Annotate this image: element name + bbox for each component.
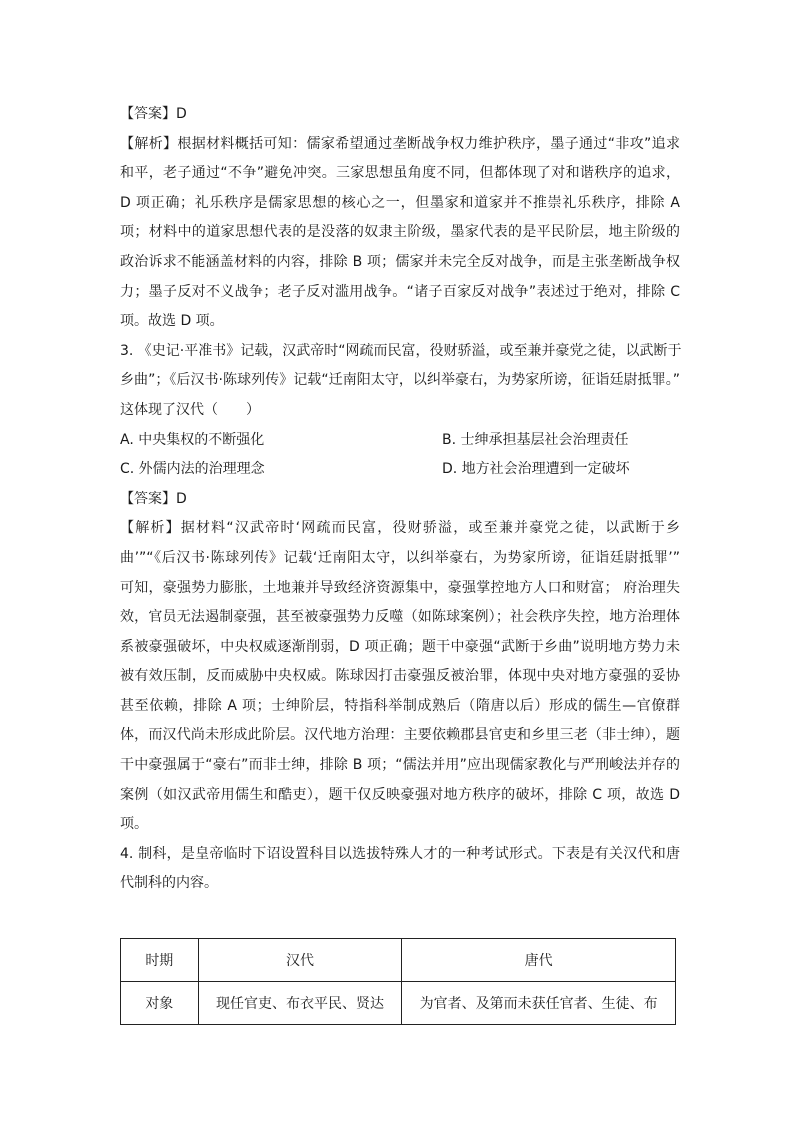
q2-analysis-line: 项。故选 D 项。 [120, 313, 224, 330]
q3-analysis-line: 效，官员无法遏制豪强，甚至被豪强势力反噬（如陈球案例）；社会秩序失控，地方治理体 [120, 609, 680, 626]
q3-analysis-line: 曲’”“《后汉书·陈球列传》记载‘迁南阳太守，以纠举豪右，为势家所谤，征诣廷尉抵罪’” [120, 549, 680, 566]
table-header-cell: 时期 [121, 939, 199, 982]
q3-analysis-line: 【解析】据材料“汉武帝时‘网疏而民富，役财骄溢，或至兼并豪党之徒，以武断于乡 [120, 520, 680, 537]
table-cell: 现任官吏、布衣平民、贤达 [198, 982, 402, 1025]
zhike-comparison-table [120, 938, 676, 1025]
table-header-cell: 汉代 [198, 939, 402, 982]
q3-analysis-line: 系被豪强破坏，中央权威逐渐削弱，D 项正确；题干中豪强“武断于乡曲”说明地方势力未 [120, 638, 680, 655]
q4-stem-line: 代制科的内容。 [120, 875, 218, 892]
q3-analysis-line: 甚至依赖，排除 A 项；士绅阶层，特指科举制成熟后（隋唐以后）形成的儒生—官僚群 [120, 697, 680, 714]
q4-stem-line: 4. 制科，是皇帝临时下诏设置科目以选拔特殊人才的一种考试形式。下表是有关汉代和唐 [120, 845, 680, 862]
q3-analysis-line: 项。 [120, 816, 148, 833]
q3-analysis-line: 体，而汉代尚未形成此阶层。汉代地方治理：主要依赖郡县官吏和乡里三老（非士绅），题 [120, 727, 680, 744]
table-header-cell: 唐代 [402, 939, 676, 982]
table-header-row [121, 939, 676, 982]
q3-analysis-line: 案例（如汉武帝用儒生和酷吏），题干仅反映豪强对地方秩序的破坏，排除 C 项，故选 D [120, 786, 680, 803]
q3-answer: 【答案】D [120, 490, 187, 507]
q3-options-row-1 [120, 426, 680, 456]
q2-analysis-line: 力；墨子反对不义战争；老子反对滥用战争。“诸子百家反对战争”表述过于绝对，排除 C [120, 283, 680, 300]
q3-option-d: D. 地方社会治理遭到一定破坏 [442, 461, 630, 478]
q3-stem-line: 3. 《史记·平准书》记载，汉武帝时“网疏而民富，役财骄溢，或至兼并豪党之徒，以武断于 [120, 342, 682, 359]
q3-analysis-line: 干中豪强属于“豪右”而非士绅，排除 B 项；“儒法并用”应出现儒家教化与严刑峻法并存的 [120, 757, 680, 774]
table-cell: 为官者、及第而未获任官者、生徒、布 [402, 982, 676, 1025]
document-page [120, 100, 680, 899]
q2-analysis-line: 【解析】根据材料概括可知：儒家希望通过垄断战争权力维护秩序，墨子通过“非攻”追求 [120, 135, 680, 152]
q2-answer: 【答案】D [120, 106, 187, 122]
table-row [121, 982, 676, 1025]
q3-analysis-line: 被有效压制，反而威胁中央权威。陈球因打击豪强反被治罪，体现中央对地方豪强的妥协 [120, 668, 680, 685]
q2-analysis-line: D 项正确；礼乐秩序是儒家思想的核心之一，但墨家和道家并不推崇礼乐秩序，排除 A [120, 194, 680, 211]
q2-analysis-line: 项；材料中的道家思想代表的是没落的奴隶主阶级，墨家代表的是平民阶层，地主阶级的 [120, 224, 680, 241]
q3-analysis-line: 可知，豪强势力膨胀，土地兼并导致经济资源集中，豪强掌控地方人口和财富； 府治理失 [120, 579, 680, 596]
q3-option-a: A. 中央集权的不断强化 [120, 431, 265, 448]
q2-analysis-line: 政治诉求不能涵盖材料的内容，排除 B 项；儒家并未完全反对战争，而是主张垄断战争权 [120, 253, 680, 270]
q3-options-row-2 [120, 455, 680, 485]
q3-option-b: B. 士绅承担基层社会治理责任 [442, 431, 629, 448]
q3-option-c: C. 外儒内法的治理理念 [120, 461, 265, 478]
table-cell: 对象 [121, 982, 199, 1025]
q3-stem-line: 乡曲”；《后汉书·陈球列传》记载“迁南阳太守，以纠举豪右，为势家所谤，征诣廷尉抵罪。” [120, 372, 680, 389]
q2-analysis-line: 和平，老子通过“不争”避免冲突。三家思想虽角度不同，但都体现了对和谐秩序的追求， [120, 165, 680, 182]
q3-stem-line: 这体现了汉代（ ） [120, 401, 260, 418]
